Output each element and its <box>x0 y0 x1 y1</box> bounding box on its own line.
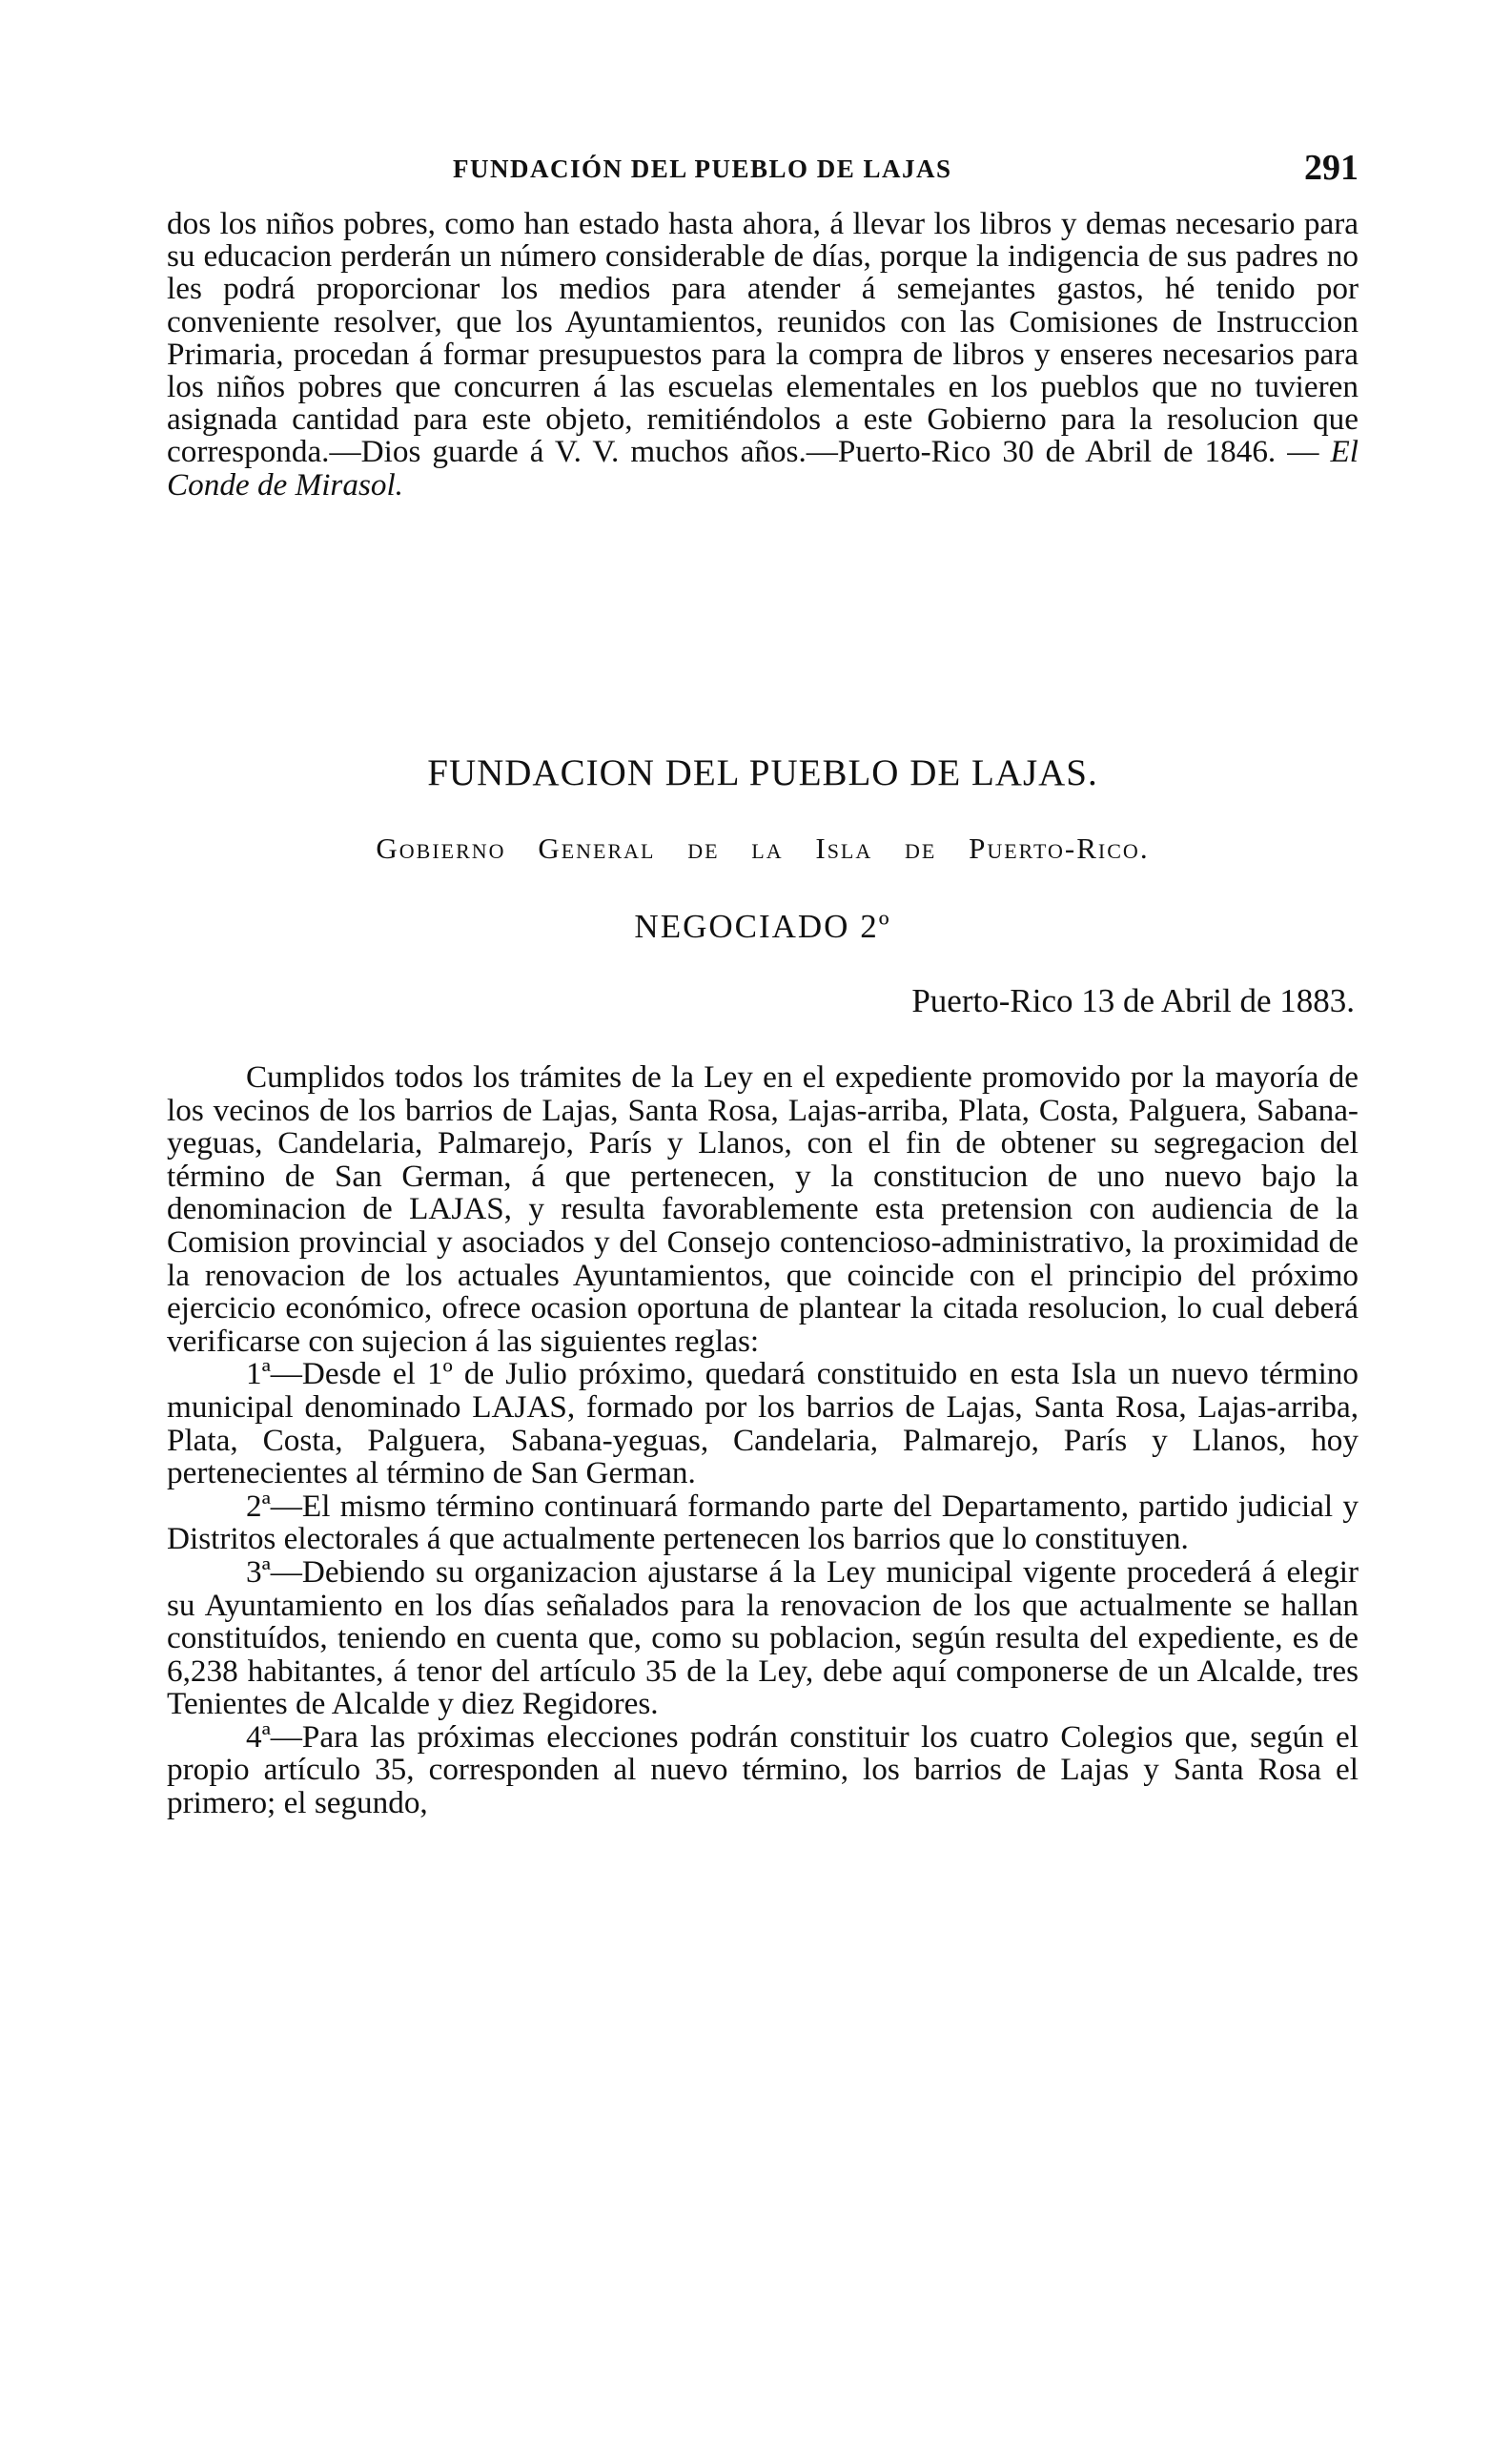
continuation-text-block <box>167 208 1359 502</box>
continuation-paragraph <box>167 208 1359 502</box>
negociado-heading: NEGOCIADO 2º <box>634 908 891 945</box>
section-title: FUNDACION DEL PUEBLO DE LAJAS. <box>427 752 1098 793</box>
dateline: Puerto-Rico 13 de Abril de 1883. <box>911 982 1355 1019</box>
government-heading: Gobierno General de la Isla de Puerto-Rico. <box>376 832 1150 865</box>
page-header <box>167 145 1359 202</box>
running-title: FUNDACIÓN DEL PUEBLO DE LAJAS <box>453 154 952 183</box>
signature: El Conde de Mirasol. <box>167 434 1359 503</box>
page-number: 291 <box>1304 148 1359 188</box>
rule-4: 4ª—Para las próximas elecciones podrán constituir los cuatro Colegios que, según el propio artículo 35, corresponden al nuevo término, los barrios de Lajas y Santa Rosa el primero; el segundo, <box>167 1718 1359 1821</box>
rule-3: 3ª—Debiendo su organizacion ajustarse á la Ley municipal vigente procederá á elegir su Ayuntamiento en los días señalados para la renovacion de los que actualmente se hallan constituídos, teniendo en cuenta que, como su poblacion, según resulta del expediente, es de 6,238 habitantes, á tenor del artículo 35 de la Ley, debe aquí componerse de un Alcalde, tres Tenientes de Alcalde y diez Regidores. <box>167 1553 1359 1722</box>
rule-2: 2ª—El mismo término continuará formando parte del Departamento, partido judicial y Distritos electorales á que actualmente pertenecen los barrios que lo constituyen. <box>167 1488 1359 1557</box>
decree-body <box>167 1061 1359 1820</box>
rule-1: 1ª—Desde el 1º de Julio próximo, quedará constituido en esta Isla un nuevo término municipal denominado LAJAS, formado por los barrios de Lajas, Santa Rosa, Lajas-arriba, Plata, Costa, Palguera, Sabana-yeguas, Candelaria, Palmarejo, París y Llanos, hoy pertenecientes al término de San German. <box>167 1356 1359 1491</box>
continuation-text: dos los niños pobres, como han estado hasta ahora, á llevar los libros y demas necesario para su educacion perderán un número considerable de días, porque la indigencia de sus padres no les podrá proporcionar los medios para atender á semejantes gastos, hé tenido por conveniente resolver, que los Ayuntamientos, reunidos con las Comisiones de Instruccion Primaria, procedan á formar presupuestos para la compra de libros y enseres necesarios para los niños pobres que concurren á las escuelas elementales en los pueblos que no tuvieren asignada cantidad para este objeto, remitiéndolos a este Gobierno para la resolucion que corresponda.—Dios guarde á V. V. muchos años.—Puerto-Rico 30 de Abril de 1846. — <box>167 206 1359 470</box>
intro-paragraph: Cumplidos todos los trámites de la Ley en el expediente promovido por la mayoría de los vecinos de los barrios de Lajas, Santa Rosa, Lajas-arriba, Plata, Costa, Palguera, Sabana-yeguas, Candelaria, Palmarejo, París y Llanos, con el fin de obtener su segregacion del término de San German, á que pertenecen, y la constitucion de uno nuevo bajo la denominacion de LAJAS, y resulta favorablemente esta pretension con audiencia de la Comision provincial y asociados y del Consejo contencioso-administrativo, la proximidad de la renovacion de los actuales Ayuntamientos, que coincide con el principio del próximo ejercicio económico, ofrece ocasion oportuna de plantear la citada resolucion, lo cual deberá verificarse con sujecion á las siguientes reglas: <box>167 1059 1359 1359</box>
